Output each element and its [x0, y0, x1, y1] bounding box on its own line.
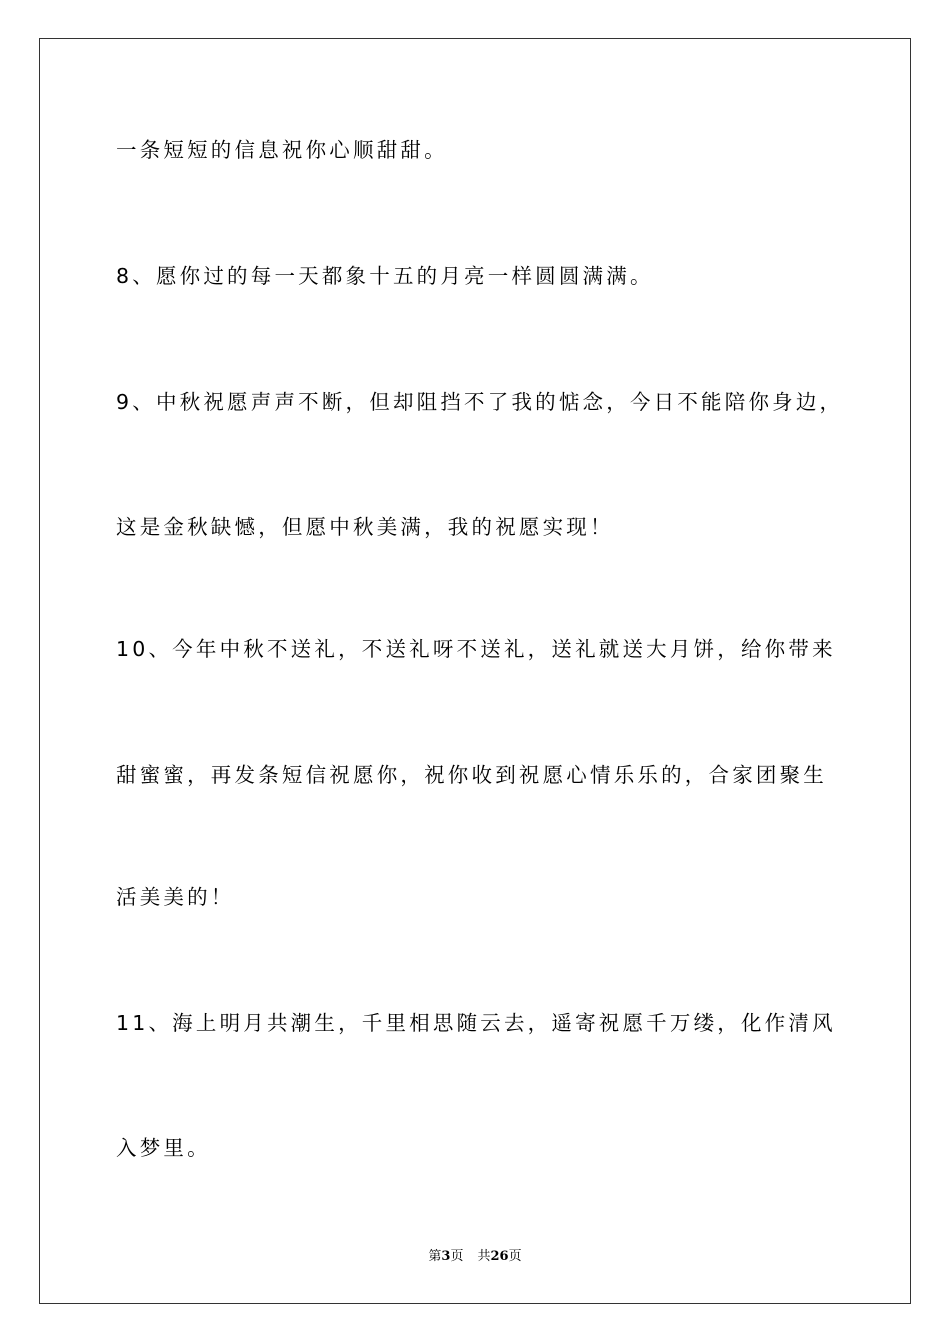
text-line-5: 10、今年中秋不送礼，不送礼呀不送礼，送礼就送大月饼，给你带来	[116, 637, 836, 661]
text-line-7: 活美美的！	[116, 885, 235, 909]
total-suffix: 页	[508, 1249, 522, 1264]
page-prefix: 第	[428, 1249, 442, 1264]
text-line-8: 11、海上明月共潮生，千里相思随云去，遥寄祝愿千万缕，化作清风	[116, 1011, 836, 1035]
text-line-1: 一条短短的信息祝你心顺甜甜。	[116, 138, 448, 162]
page-number: 3	[441, 1249, 451, 1264]
text-line-3: 9、中秋祝愿声声不断，但却阻挡不了我的惦念，今日不能陪你身边，	[116, 390, 844, 414]
text-line-9: 入梦里。	[116, 1136, 211, 1160]
text-line-6: 甜蜜蜜，再发条短信祝愿你，祝你收到祝愿心情乐乐的，合家团聚生	[116, 763, 827, 787]
total-pages: 26	[490, 1249, 509, 1264]
total-prefix: 共	[477, 1249, 491, 1264]
page-footer	[0, 1248, 950, 1266]
text-line-4: 这是金秋缺憾，但愿中秋美满，我的祝愿实现！	[116, 515, 614, 539]
page-border	[39, 38, 911, 1304]
page-suffix: 页	[450, 1249, 464, 1264]
text-line-2: 8、愿你过的每一天都象十五的月亮一样圆圆满满。	[116, 264, 654, 288]
